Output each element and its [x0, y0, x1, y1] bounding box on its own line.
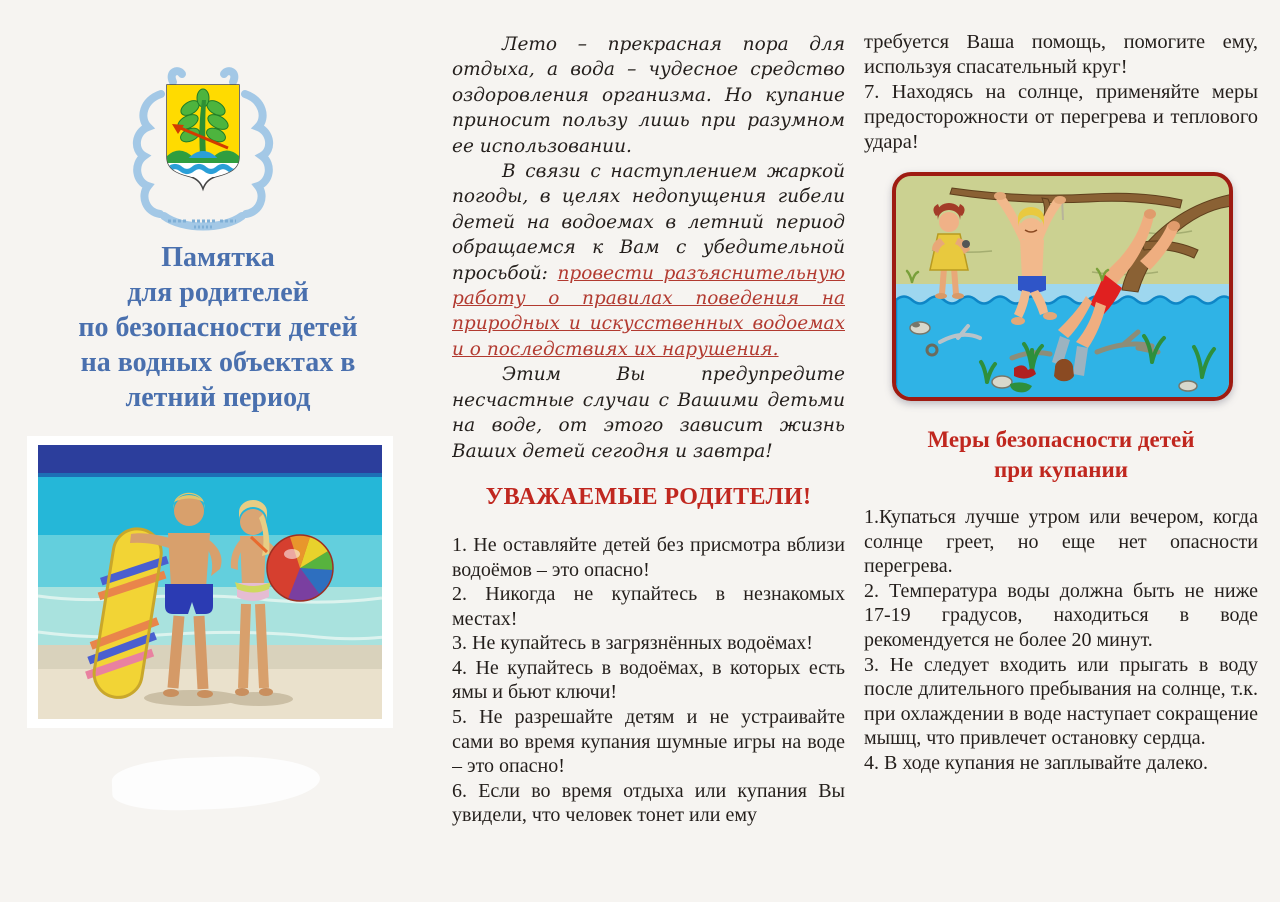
measures-heading-line2: при купании — [994, 457, 1128, 482]
rule-item: 5. Не разрешайте детям и не устраивайте сами во время купания шумные игры на воде – это опасно! — [452, 706, 845, 778]
right-panel — [864, 0, 1258, 902]
middle-panel — [452, 0, 845, 902]
rule-item: 3. Не купайтесь в загрязнённых водоёмах! — [452, 632, 813, 655]
left-panel — [0, 0, 445, 902]
parents-rules-list — [452, 533, 845, 828]
leaflet-title — [8, 240, 428, 415]
measure-item: 3. Не следует входить или прыгать в воду после длительного пребывания на солнце, т.к. при охлаждении в воде наступает сокращение мышц, что привлечет остановку сердца. — [864, 653, 1258, 750]
rule-item: 1. Не оставляйте детей без присмотра вблизи водоёмов – это опасно! — [452, 533, 845, 581]
intro-paragraph: Лето – прекрасная пора для отдыха, а вода – чудесное средство оздоровления организма. Но купание приносит пользу лишь при разумном ее использовании. — [452, 34, 845, 157]
measures-heading-line1: Меры безопасности детей — [927, 427, 1195, 452]
beach-photo — [27, 436, 393, 728]
parents-heading: УВАЖАЕМЫЕ РОДИТЕЛИ! — [485, 483, 812, 510]
leaflet-title-line: на водных объектах в — [80, 347, 356, 378]
rule-item: 6. Если во время отдыха или купания Вы увидели, что человек тонет или ему — [452, 779, 845, 827]
warning-paragraph: Этим Вы предупредите несчастные случаи с Вашими детьми на воде, от этого зависит жизнь Ваших детей сегодня и завтра! — [452, 364, 845, 462]
rule-item: 2. Никогда не купайтесь в незнакомых местах! — [452, 583, 845, 630]
leaflet-title-line: Памятка — [161, 242, 275, 273]
leaflet-title-line: летний период — [125, 382, 311, 413]
measure-item: 1.Купаться лучше утром или вечером, когда солнце греет, но еще нет опасности перегрева. — [864, 506, 1258, 578]
rule-item: 4. Не купайтесь в водоёмах, в которых есть ямы и бьют ключи! — [452, 656, 845, 704]
appeal-paragraph — [452, 159, 845, 362]
diving-cartoon-illustration — [892, 172, 1233, 401]
measure-item: 2. Температура воды должна быть не ниже 17-19 градусов, находиться в воде рекомендуется не более 20 минут. — [864, 579, 1258, 651]
whiteout-smudge — [111, 753, 321, 812]
measure-item: 4. В ходе купания не заплывайте далеко. — [864, 751, 1209, 774]
leaflet-title-line: для родителей — [127, 277, 309, 308]
appeal-paragraph-highlighted: провести разъяснительную работу о правилах поведения на природных и искусственных водоемах и о последствиях их нарушения. — [452, 262, 845, 360]
leaflet-title-line: по безопасности детей — [78, 312, 358, 343]
coat-of-arms-icon — [128, 64, 278, 234]
measures-list — [864, 505, 1258, 776]
rule-item-7: 7. Находясь на солнце, применяйте меры предосторожности от перегрева и теплового удара! — [864, 81, 1258, 153]
measures-heading — [864, 425, 1258, 485]
rule6-continuation: требуется Ваша помощь, помогите ему, используя спасательный круг! — [864, 31, 1258, 78]
appeal-paragraph-normal: В связи с наступлением жаркой погоды, в целях недопущения гибели детей на водоемах в летний период обращаемся к Вам с убедительной просьбой: — [452, 161, 845, 284]
